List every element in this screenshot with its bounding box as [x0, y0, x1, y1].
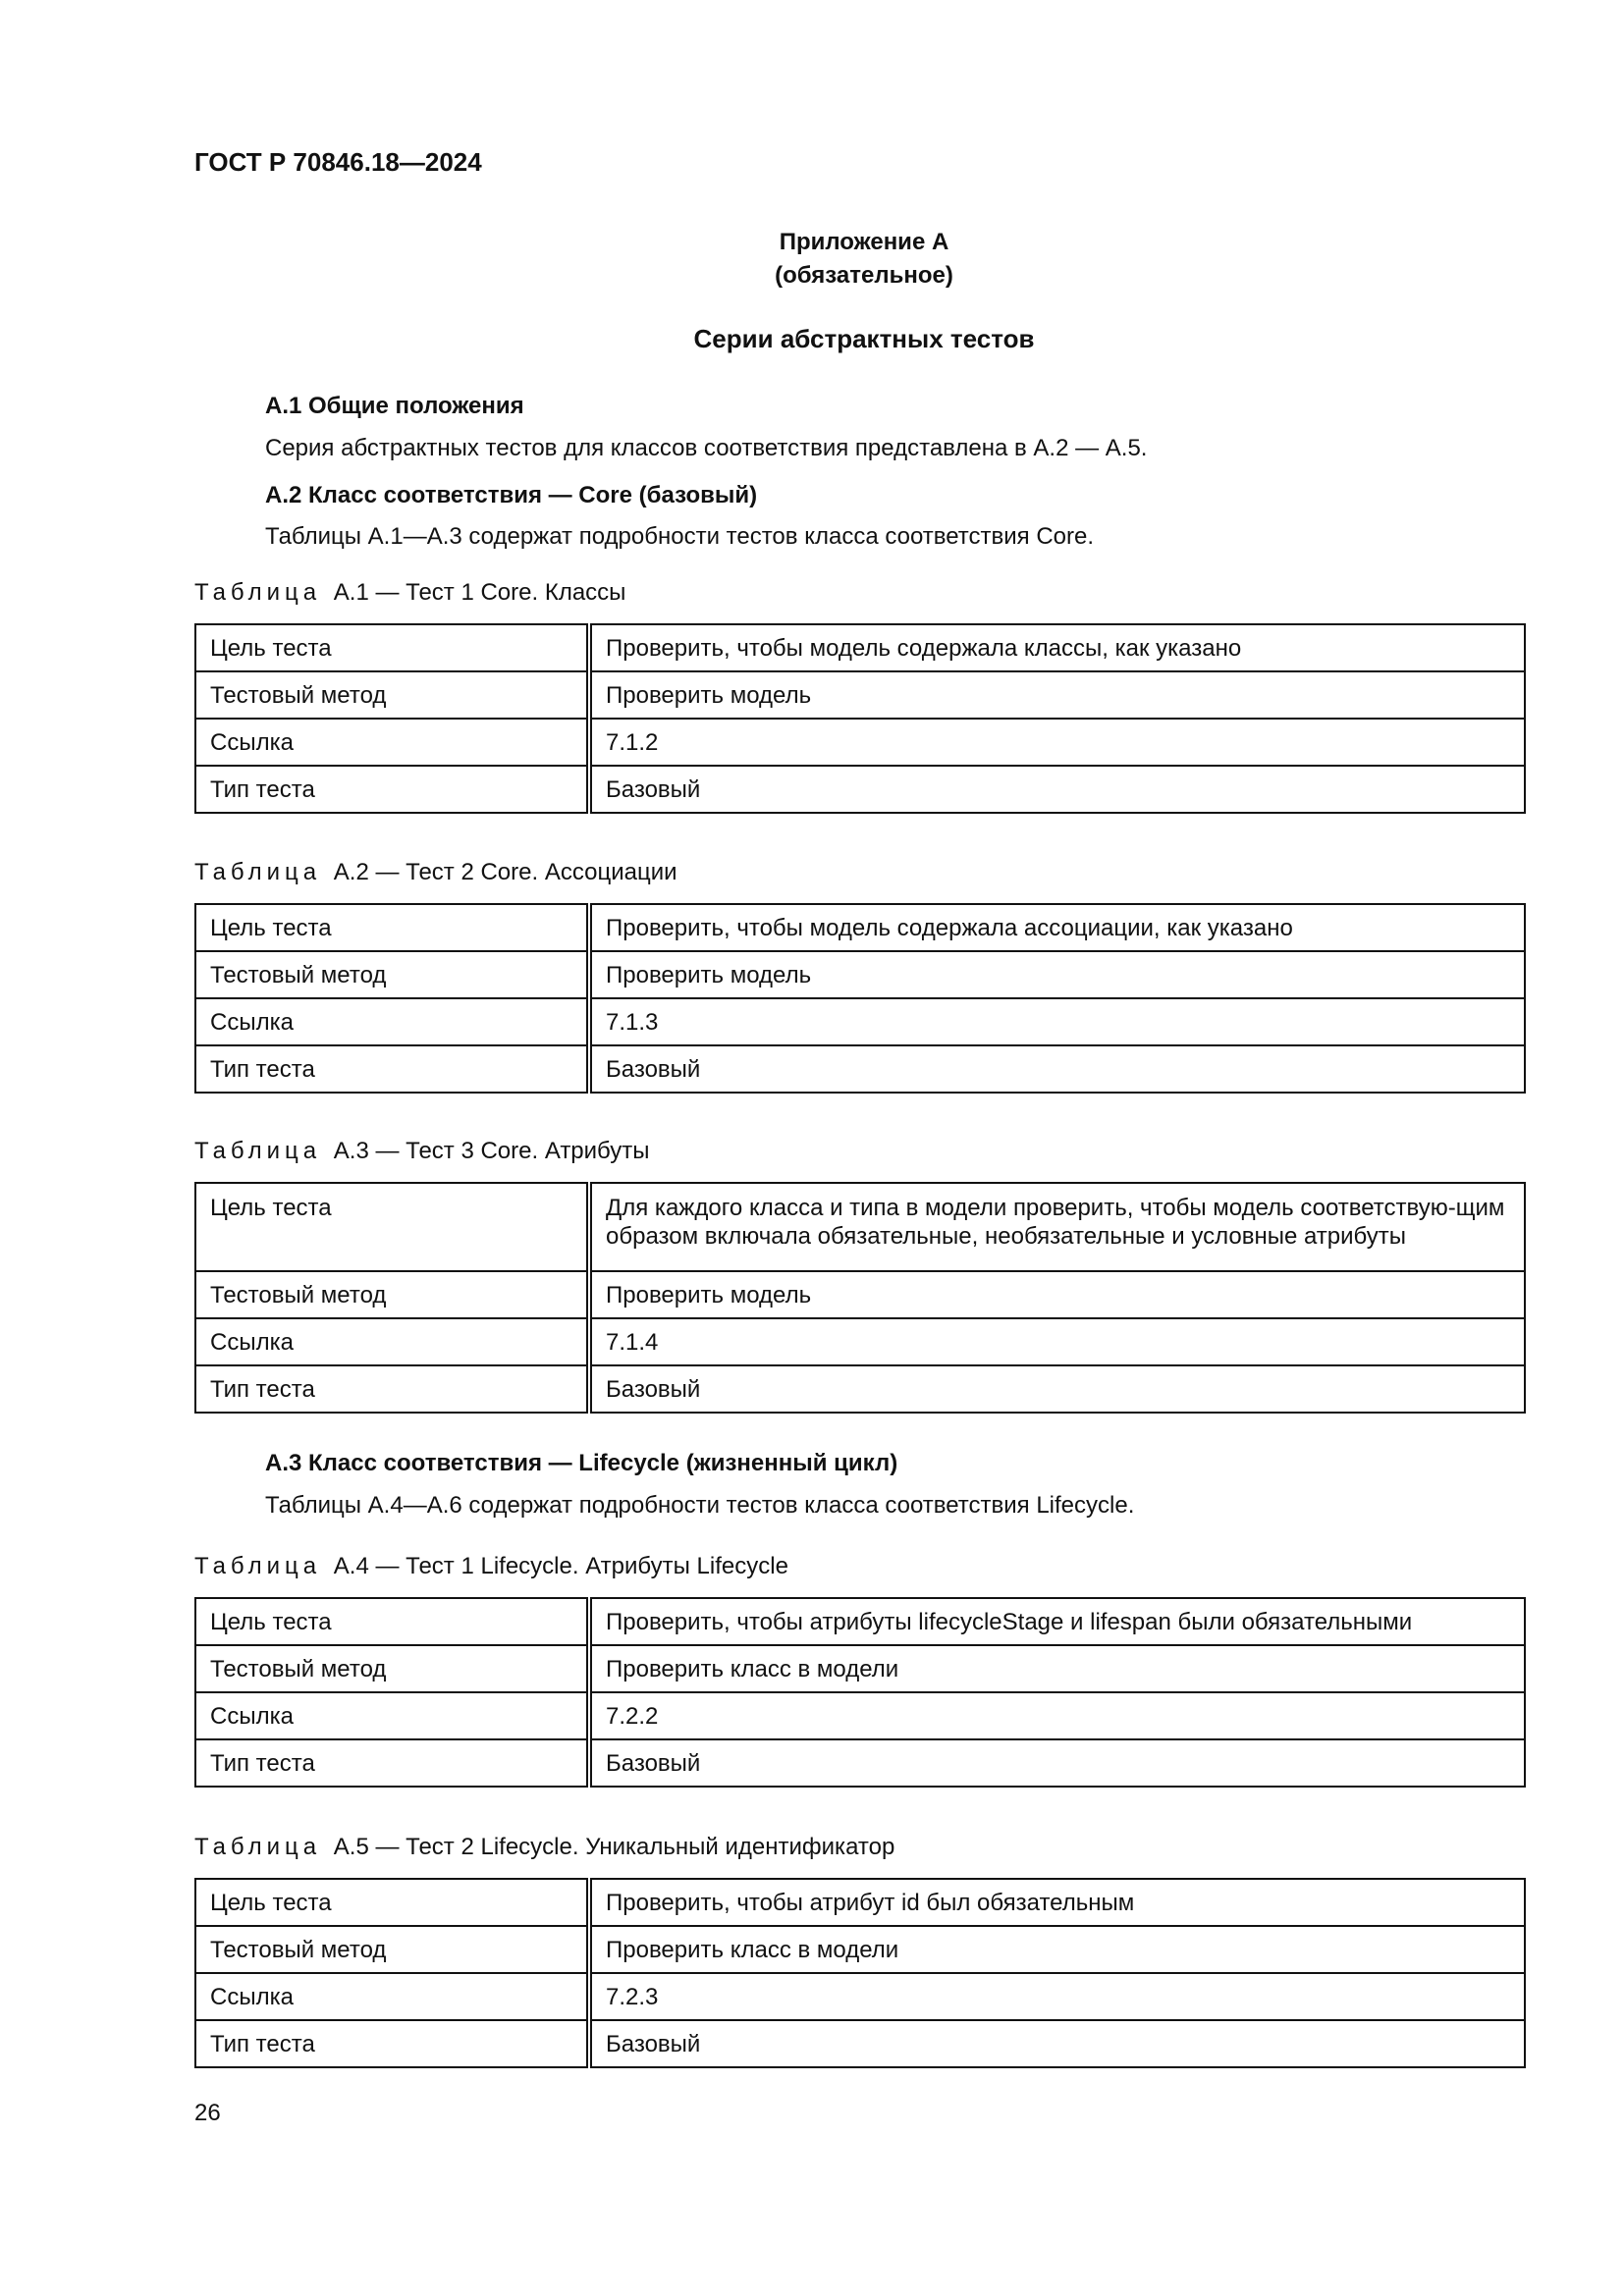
table-caption-text: А.4 — Тест 1 Lifecycle. Атрибуты Lifecycle: [333, 1553, 788, 1579]
row-value: 7.2.3: [589, 1973, 1525, 2020]
row-label: Тип теста: [195, 2020, 589, 2067]
row-label: Ссылка: [195, 998, 589, 1045]
section-a1-heading: А.1 Общие положения: [265, 393, 524, 419]
table-row: [195, 1365, 1525, 1413]
table-word: Таблица: [194, 859, 322, 885]
row-label: Тестовый метод: [195, 671, 589, 719]
row-label: Ссылка: [195, 719, 589, 766]
section-a3-heading: А.3 Класс соответствия — Lifecycle (жизненный цикл): [265, 1450, 898, 1476]
table-row: [195, 2020, 1525, 2067]
test-table-a2: [194, 903, 1526, 1094]
table-caption: [194, 1834, 894, 1861]
row-label: Тестовый метод: [195, 1926, 589, 1973]
appendix-heading: [0, 226, 1624, 293]
row-value: Проверить класс в модели: [589, 1645, 1525, 1692]
section-a2-text: Таблицы А.1—А.3 содержат подробности тестов класса соответствия Core.: [265, 523, 1095, 550]
row-value: Проверить модель: [589, 1271, 1525, 1318]
table-caption: [194, 1138, 650, 1165]
table-caption-text: А.1 — Тест 1 Core. Классы: [333, 579, 626, 606]
test-table-a1: [194, 623, 1526, 814]
row-value: Базовый: [589, 766, 1525, 813]
row-value: Проверить класс в модели: [589, 1926, 1525, 1973]
row-value: Базовый: [589, 1045, 1525, 1093]
row-label: Цель теста: [195, 1183, 589, 1271]
row-label: Цель теста: [195, 1598, 589, 1645]
row-value: 7.2.2: [589, 1692, 1525, 1739]
row-value: Проверить модель: [589, 671, 1525, 719]
table-caption-text: А.2 — Тест 2 Core. Ассоциации: [333, 859, 677, 885]
table-caption: [194, 579, 625, 607]
table-row: [195, 766, 1525, 813]
row-label: Ссылка: [195, 1973, 589, 2020]
table-row: [195, 671, 1525, 719]
table-row: [195, 1645, 1525, 1692]
row-value: Проверить, чтобы атрибут id был обязательным: [589, 1879, 1525, 1926]
row-label: Тип теста: [195, 1365, 589, 1413]
document-code: ГОСТ Р 70846.18—2024: [194, 147, 482, 177]
table-row: [195, 1598, 1525, 1645]
table-row: [195, 951, 1525, 998]
row-label: Цель теста: [195, 904, 589, 951]
table-row: [195, 1739, 1525, 1787]
test-table-a3: [194, 1182, 1526, 1414]
row-label: Цель теста: [195, 1879, 589, 1926]
table-caption: [194, 1553, 788, 1580]
row-value: Проверить модель: [589, 951, 1525, 998]
row-value: 7.1.4: [589, 1318, 1525, 1365]
row-label: Ссылка: [195, 1318, 589, 1365]
row-value: 7.1.2: [589, 719, 1525, 766]
section-a1-text: Серия абстрактных тестов для классов соответствия представлена в А.2 — А.5.: [265, 435, 1148, 461]
row-label: Тип теста: [195, 1045, 589, 1093]
page-number: 26: [194, 2100, 221, 2126]
table-row: [195, 1271, 1525, 1318]
row-value: Базовый: [589, 1365, 1525, 1413]
row-value: Для каждого класса и типа в модели проверить, чтобы модель соответствую-щим образом включала обязательные, необязательные и условные атрибуты: [589, 1183, 1525, 1271]
table-row: [195, 624, 1525, 671]
section-a3-text: Таблицы А.4—А.6 содержат подробности тестов класса соответствия Lifecycle.: [265, 1492, 1135, 1519]
row-value: Проверить, чтобы модель содержала ассоциации, как указано: [589, 904, 1525, 951]
table-caption-text: А.5 — Тест 2 Lifecycle. Уникальный идентификатор: [333, 1834, 895, 1860]
table-row: [195, 1692, 1525, 1739]
test-table-a5: [194, 1878, 1526, 2068]
table-caption: [194, 859, 677, 886]
row-value: Базовый: [589, 2020, 1525, 2067]
section-a2-heading: А.2 Класс соответствия — Core (базовый): [265, 482, 758, 508]
row-label: Тип теста: [195, 766, 589, 813]
row-value: Проверить, чтобы модель содержала классы, как указано: [589, 624, 1525, 671]
row-value: Базовый: [589, 1739, 1525, 1787]
table-row: [195, 1926, 1525, 1973]
table-word: Таблица: [194, 1834, 322, 1860]
table-row: [195, 1318, 1525, 1365]
row-label: Тестовый метод: [195, 1645, 589, 1692]
table-row: [195, 1879, 1525, 1926]
table-caption-text: А.3 — Тест 3 Core. Атрибуты: [333, 1138, 650, 1164]
table-word: Таблица: [194, 1138, 322, 1164]
table-row: [195, 998, 1525, 1045]
row-value: 7.1.3: [589, 998, 1525, 1045]
appendix-title: Серии абстрактных тестов: [693, 324, 1035, 353]
row-label: Цель теста: [195, 624, 589, 671]
appendix-label: Приложение А: [779, 229, 949, 255]
row-label: Тестовый метод: [195, 951, 589, 998]
table-row: [195, 719, 1525, 766]
row-label: Тестовый метод: [195, 1271, 589, 1318]
appendix-status: (обязательное): [775, 262, 953, 289]
table-row: [195, 904, 1525, 951]
test-table-a4: [194, 1597, 1526, 1788]
table-row: [195, 1045, 1525, 1093]
table-row: [195, 1183, 1525, 1271]
table-row: [195, 1973, 1525, 2020]
table-word: Таблица: [194, 579, 322, 606]
table-word: Таблица: [194, 1553, 322, 1579]
row-label: Ссылка: [195, 1692, 589, 1739]
row-value: Проверить, чтобы атрибуты lifecycleStage и lifespan были обязательными: [589, 1598, 1525, 1645]
row-label: Тип теста: [195, 1739, 589, 1787]
